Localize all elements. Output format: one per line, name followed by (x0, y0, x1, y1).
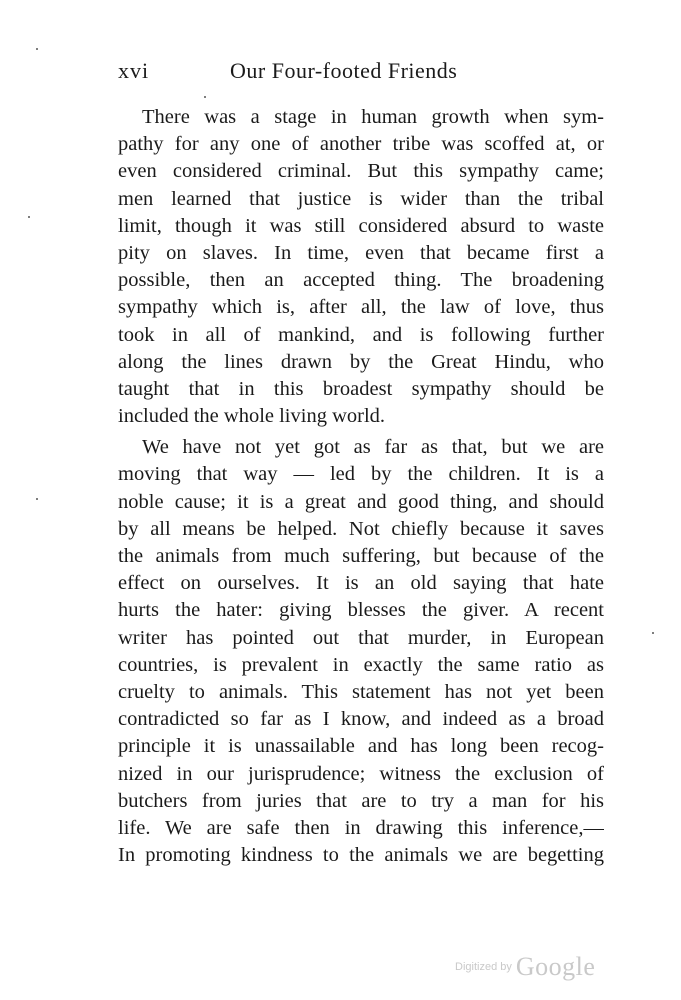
text-line: principle it is unassailable and has long been recog- (118, 735, 604, 758)
text-line: countries, is prevalent in exactly the same ratio as (118, 653, 604, 676)
text-line: men learned that justice is wider than the tribal (118, 187, 604, 210)
scan-speck (652, 632, 654, 634)
text-line: limit, though it was still considered absurd to waste (118, 214, 604, 237)
text-line: included the whole living world. (118, 405, 386, 428)
paragraph-1 (118, 104, 604, 430)
text-line: effect on ourselves. It is an old saying that hate (118, 572, 604, 595)
text-line: writer has pointed out that murder, in European (118, 626, 604, 649)
text-line: We have not yet got as far as that, but we are (142, 436, 604, 459)
watermark-prefix: Digitized by (455, 961, 512, 973)
scan-speck (28, 216, 30, 218)
text-line: moving that way — led by the children. It is a (118, 463, 604, 486)
page-number: xvi (118, 58, 150, 83)
digitization-watermark (455, 952, 595, 986)
scan-speck (204, 96, 206, 98)
text-line: the animals from much suffering, but because of the (118, 545, 604, 567)
text-line: butchers from juries that are to try a man for his (118, 789, 604, 812)
paragraph-2 (118, 434, 604, 869)
text-line: sympathy which is, after all, the law of love, thus (118, 296, 604, 319)
text-line: along the lines drawn by the Great Hindu, who (118, 350, 604, 373)
text-line: even considered criminal. But this sympathy came; (118, 160, 604, 183)
running-title: Our Four-footed Friends (230, 58, 458, 83)
text-line: pity on slaves. In time, even that became first a (118, 241, 604, 264)
text-line: nized in our jurisprudence; witness the exclusion of (118, 762, 604, 785)
text-line: life. We are safe then in drawing this inference,— (118, 816, 604, 839)
text-line: noble cause; it is a great and good thing, and should (118, 490, 604, 513)
text-line: taught that in this broadest sympathy should be (118, 377, 604, 400)
page-header (118, 58, 608, 88)
body-text (118, 104, 604, 869)
text-line: by all means be helped. Not chiefly because it saves (118, 517, 604, 540)
text-line: contradicted so far as I know, and indeed as a broad (118, 708, 604, 731)
text-line: took in all of mankind, and is following further (118, 323, 604, 346)
text-line: possible, then an accepted thing. The broadening (118, 269, 604, 292)
text-line: There was a stage in human growth when sym- (142, 106, 604, 128)
text-line: In promoting kindness to the animals we are begetting (118, 844, 604, 867)
watermark-brand: Google (515, 952, 596, 981)
text-line: cruelty to animals. This statement has not yet been (118, 680, 604, 703)
text-line: pathy for any one of another tribe was scoffed at, or (118, 133, 604, 156)
text-line: hurts the hater: giving blesses the giver. A recent (118, 599, 604, 622)
scan-speck (36, 498, 38, 500)
scan-speck (36, 48, 38, 50)
